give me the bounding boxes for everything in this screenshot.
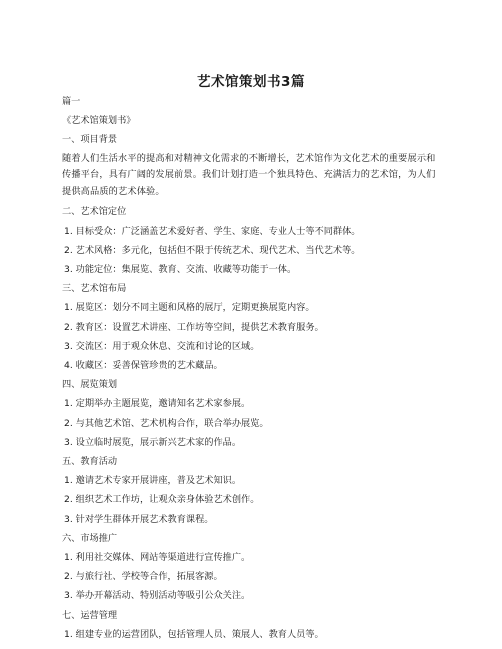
- section-paragraph: 随着人们生活水平的提高和对精神文化需求的不断增长，艺术馆作为文化艺术的重要展示和传播平台，具有广阔的发展前景。我们计划打造一个独具特色、充满活力的艺术馆，为人们提供高品质的艺术体验。: [62, 152, 436, 197]
- list-item: 1. 定期举办主题展览，邀请知名艺术家参展。: [64, 398, 251, 410]
- list-item: 1. 展览区：划分不同主题和风格的展厅，定期更换展览内容。: [64, 302, 315, 314]
- list-item: 3. 交流区：用于观众休息、交流和讨论的区域。: [64, 340, 260, 352]
- list-item: 1. 邀请艺术专家开展讲座，普及艺术知识。: [64, 475, 242, 487]
- list-item: 3. 设立临时展览，展示新兴艺术家的作品。: [64, 436, 242, 448]
- list-item: 2. 教育区：设置艺术讲座、工作坊等空间，提供艺术教育服务。: [64, 321, 324, 333]
- section-heading: 七、运营管理: [62, 609, 118, 621]
- list-item: 3. 举办开幕活动、特别活动等吸引公众关注。: [64, 590, 251, 602]
- list-item: 2. 与其他艺术馆、艺术机构合作，联合举办展览。: [64, 417, 269, 429]
- section-heading: 二、艺术馆定位: [62, 206, 127, 218]
- section-heading: 一、项目背景: [62, 134, 118, 146]
- document-body: [62, 92, 442, 644]
- list-item: 1. 组建专业的运营团队，包括管理人员、策展人、教育人员等。: [64, 628, 324, 640]
- list-item: 2. 与旅行社、学校等合作，拓展客源。: [64, 571, 223, 583]
- book-title: 《艺术馆策划书》: [62, 115, 136, 127]
- section-heading: 六、市场推广: [62, 532, 118, 544]
- section-heading: 三、艺术馆布局: [62, 283, 127, 295]
- section-heading: 四、展览策划: [62, 379, 118, 391]
- list-item: 2. 组织艺术工作坊，让观众亲身体验艺术创作。: [64, 494, 260, 506]
- list-item: 3. 针对学生群体开展艺术教育课程。: [64, 513, 214, 525]
- part-label: 篇一: [62, 96, 81, 107]
- list-item: 1. 目标受众：广泛涵盖艺术爱好者、学生、家庭、专业人士等不同群体。: [64, 225, 361, 237]
- list-item: 2. 艺术风格：多元化，包括但不限于传统艺术、现代艺术、当代艺术等。: [64, 244, 361, 256]
- list-item: 1. 利用社交媒体、网站等渠道进行宣传推广。: [64, 552, 251, 564]
- document-title: 艺术馆策划书3篇: [197, 74, 305, 90]
- list-item: 4. 收藏区：妥善保管珍贵的艺术藏品。: [64, 360, 223, 372]
- section-heading: 五、教育活动: [62, 456, 118, 468]
- list-item: 3. 功能定位：集展览、教育、交流、收藏等功能于一体。: [64, 264, 297, 275]
